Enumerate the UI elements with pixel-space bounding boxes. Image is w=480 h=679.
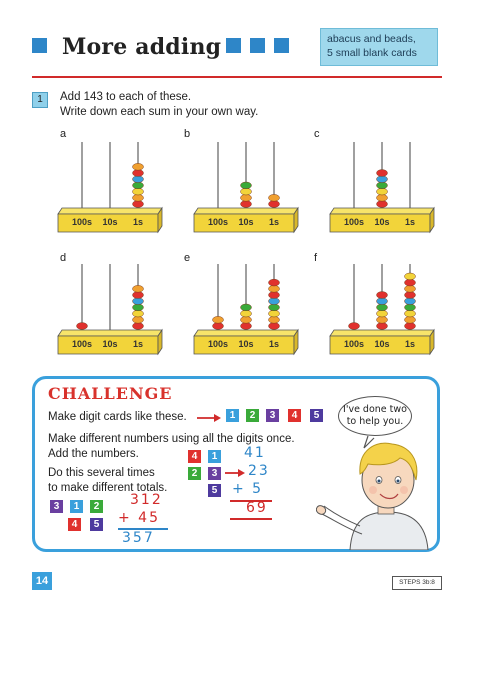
abacus-bead [405,279,416,286]
abacus-column-label: 10s [238,217,254,227]
abacus-column-label: 1s [268,339,279,349]
abacus-bead [241,304,252,311]
abacus-bead [377,298,388,305]
digit-card: 1 [208,450,221,463]
right-arrow-icon [224,467,246,479]
part-label: b [184,128,191,140]
abacus-bead [133,194,144,201]
abacus-bead [133,323,144,330]
abacus-drawing [190,136,302,244]
abacus-bead [349,323,360,330]
abacus-base-top [58,208,162,214]
materials-box [320,28,438,66]
challenge-line: Do this several times [48,467,155,479]
example1-sum: 357 [122,530,155,546]
abacus-base-top [330,208,434,214]
digit-card: 4 [68,518,81,531]
abacus-bead [269,279,280,286]
part-label: a [60,128,67,140]
challenge-line: Make different numbers using all the digits once. [48,433,295,445]
abacus-bead [241,188,252,195]
abacus-column-label: 1s [132,217,143,227]
abacus [190,258,302,366]
digit-card: 1 [70,500,83,513]
instruction-line: Add 143 to each of these. [60,91,192,103]
abacus-bead [241,194,252,201]
abacus-column-label: 1s [404,339,415,349]
abacus-drawing [326,258,438,366]
abacus-bead [377,176,388,183]
abacus-bead [377,194,388,201]
part-label: e [184,252,191,264]
digit-card: 4 [188,450,201,463]
abacus-bead [405,292,416,299]
abacus-bead [269,285,280,292]
abacus-base-top [194,330,298,336]
abacus-bead [269,310,280,317]
abacus-bead [213,323,224,330]
abacus [190,136,302,244]
abacus-bead [377,310,388,317]
title-square-icon [32,38,47,53]
abacus-column-label: 10s [238,339,254,349]
abacus-bead [269,201,280,208]
abacus [54,136,166,244]
example1-number2: + 45 [118,510,160,526]
abacus-bead [133,170,144,177]
digit-card-3: 3 [266,409,279,422]
digit-card-4: 4 [288,409,301,422]
abacus-bead [133,316,144,323]
abacus-bead [377,304,388,311]
abacus-column-label: 10s [102,339,118,349]
page-number: 14 [32,572,52,590]
right-arrow-icon [196,412,222,424]
abacus [54,258,166,366]
abacus-bead [133,298,144,305]
abacus-column-label: 10s [102,217,118,227]
abacus-column-label: 100s [343,339,365,349]
abacus-bead [241,201,252,208]
title-square-icon [226,38,241,53]
instruction-line: Write down each sum in your own way. [60,106,259,118]
page-title: More adding [62,34,222,60]
digit-card: 2 [188,467,201,480]
title-square-icon [274,38,289,53]
question-number: 1 [32,92,48,108]
abacus-base-top [330,330,434,336]
challenge-line: to make different totals. [48,482,168,494]
digit-card: 5 [90,518,103,531]
abacus-bead [405,304,416,311]
abacus-base-top [58,330,162,336]
abacus-bead [405,273,416,280]
abacus-bead [133,176,144,183]
abacus-column-label: 100s [71,339,93,349]
materials-line: abacus and beads, [327,33,416,45]
abacus-bead [377,188,388,195]
part-label: f [314,252,318,264]
abacus-drawing [326,136,438,244]
abacus-column-label: 100s [207,217,229,227]
digit-card: 5 [208,484,221,497]
abacus [326,258,438,366]
abacus-bead [77,323,88,330]
abacus-bead [269,304,280,311]
abacus-bead [377,323,388,330]
abacus-column-label: 10s [374,339,390,349]
abacus-drawing [54,258,166,366]
abacus-bead [269,292,280,299]
abacus-column-label: 100s [343,217,365,227]
abacus-bead [133,310,144,317]
abacus-bead [269,323,280,330]
digit-card-2: 2 [246,409,259,422]
abacus-bead [133,285,144,292]
abacus-column-label: 1s [268,217,279,227]
example2-sum: 69 [246,500,268,516]
abacus-bead [133,182,144,189]
title-square-icon [250,38,265,53]
abacus-column-label: 100s [71,217,93,227]
challenge-line: Make digit cards like these. [48,411,187,423]
abacus-bead [405,285,416,292]
abacus-bead [377,292,388,299]
digit-card-1: 1 [226,409,239,422]
abacus-drawing [54,136,166,244]
digit-card: 2 [90,500,103,513]
digit-card-5: 5 [310,409,323,422]
challenge-line: Add the numbers. [48,448,139,460]
abacus-bead [405,298,416,305]
abacus-bead [133,292,144,299]
example2-number1: 41 [244,445,266,461]
materials-line: 5 small blank cards [327,47,417,59]
abacus-bead [241,316,252,323]
digit-card: 3 [50,500,63,513]
abacus-bead [405,316,416,323]
abacus-bead [269,316,280,323]
child-illustration [316,428,436,550]
abacus-bead [133,304,144,311]
example1-number1: 312 [130,492,163,508]
example2-number2: 23 [248,463,270,479]
abacus-bead [133,201,144,208]
abacus-bead [241,182,252,189]
part-label: c [314,128,320,140]
abacus-column-label: 10s [374,217,390,227]
challenge-title: CHALLENGE [48,384,173,403]
abacus-bead [405,310,416,317]
abacus-column-label: 1s [404,217,415,227]
example2-number3: + 5 [232,481,264,497]
header-divider [32,76,442,78]
abacus-base-top [194,208,298,214]
abacus-bead [405,323,416,330]
abacus [326,136,438,244]
abacus-column-label: 1s [132,339,143,349]
abacus-bead [377,201,388,208]
abacus-column-label: 100s [207,339,229,349]
abacus-bead [133,163,144,170]
abacus-bead [377,182,388,189]
abacus-bead [133,188,144,195]
steps-label: STEPS 3b:8 [392,576,442,590]
abacus-bead [241,323,252,330]
abacus-bead [213,316,224,323]
question-instructions [60,90,258,120]
abacus-drawing [190,258,302,366]
abacus-bead [377,170,388,177]
abacus-bead [241,310,252,317]
abacus-bead [377,316,388,323]
abacus-bead [269,298,280,305]
sum-line [230,518,272,520]
digit-card: 3 [208,467,221,480]
abacus-bead [269,194,280,201]
part-label: d [60,252,67,264]
speech-bubble: I've done two to help you. [338,396,412,436]
